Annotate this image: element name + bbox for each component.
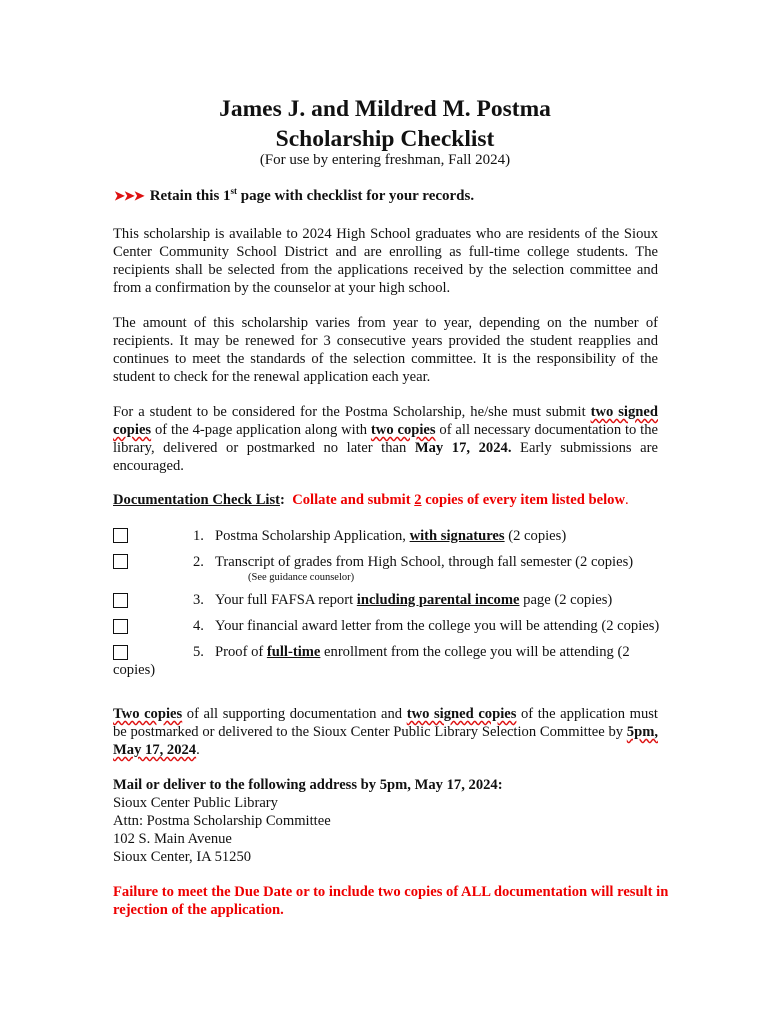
item-emphasis: with signatures bbox=[409, 528, 505, 544]
submission-text: Early submissions are encouraged. bbox=[113, 440, 658, 474]
checkbox-item-4[interactable] bbox=[113, 619, 128, 634]
guidance-note: (See guidance counselor) bbox=[248, 572, 355, 583]
item-number: 5. bbox=[193, 644, 204, 660]
eligibility-paragraph: This scholarship is available to 2024 High School graduates who are residents of the Sioux Center Community School District and are enrolling as full-time college students. The recipients shall be selected from the applications received by the selection committee and from a confirmation by the counselor at your high school. bbox=[113, 226, 658, 296]
item-text: Your financial award letter from the college you will be attending (2 copies) bbox=[215, 618, 660, 634]
two-signed-copies-emphasis: two signed copies bbox=[113, 404, 658, 438]
item-number: 4. bbox=[193, 618, 204, 634]
retain-text-b: page with checklist for your records. bbox=[237, 188, 475, 204]
checkbox-item-3[interactable] bbox=[113, 593, 128, 608]
instruction-text: Collate and submit bbox=[292, 492, 415, 508]
arrow-bullets-icon: ➤➤➤ bbox=[114, 188, 144, 203]
item-text: enrollment from the college you will be attending (2 bbox=[320, 644, 630, 660]
item-text: Proof of bbox=[215, 644, 267, 660]
item-text: page (2 copies) bbox=[519, 592, 613, 608]
item-text: Your full FAFSA report bbox=[215, 592, 357, 608]
item-emphasis: full-time bbox=[266, 644, 321, 660]
page-title-line2: Scholarship Checklist bbox=[275, 126, 495, 152]
submission-text: of all necessary documentation to the library, delivered or postmarked no later than bbox=[113, 422, 659, 456]
checklist-item-3 bbox=[193, 592, 612, 609]
instruction-text: copies of every item listed below bbox=[421, 492, 625, 508]
retain-text-a: Retain this 1 bbox=[149, 188, 231, 204]
checklist-item-5 bbox=[193, 644, 630, 661]
checkbox-item-1[interactable] bbox=[113, 528, 128, 543]
checklist-instruction bbox=[292, 492, 625, 508]
item-text: Postma Scholarship Application, bbox=[215, 528, 410, 544]
submission-text: of the 4-page application along with bbox=[151, 422, 371, 438]
submission-text: For a student to be considered for the Postma Scholarship, he/she must submit bbox=[113, 404, 591, 420]
instruction-count: 2 bbox=[414, 492, 422, 508]
amount-paragraph: The amount of this scholarship varies from year to year, depending on the number of recipients. It may be renewed for 3 consecutive years provided the student reapplies and continues to meet the standards of the selection committee. It is the responsibility of the student to check for the renewal application each year. bbox=[113, 315, 658, 385]
item-number: 2. bbox=[193, 554, 204, 570]
deadline-date: May 17, 2024. bbox=[414, 440, 512, 456]
checklist-item-2 bbox=[193, 554, 633, 571]
mailing-heading: Mail or deliver to the following address by 5pm, May 17, 2024: bbox=[113, 777, 503, 793]
checklist-item-4 bbox=[193, 618, 659, 635]
two-signed-copies-emphasis: two signed copies bbox=[406, 706, 517, 722]
retain-notice bbox=[114, 186, 474, 205]
item-text: Transcript of grades from High School, through fall semester (2 copies) bbox=[215, 554, 634, 570]
address-line: Sioux Center Public Library bbox=[113, 795, 278, 811]
page-subtitle: (For use by entering freshman, Fall 2024) bbox=[259, 152, 511, 168]
item-number: 3. bbox=[193, 592, 204, 608]
item-emphasis: including parental income bbox=[356, 592, 520, 608]
warning-notice: Failure to meet the Due Date or to include two copies of ALL documentation will result in rejection of the application. bbox=[113, 884, 669, 918]
two-copies-emphasis: Two copies bbox=[113, 706, 183, 722]
checklist-item-1 bbox=[193, 528, 566, 545]
checklist-colon: : bbox=[280, 492, 285, 508]
checklist-heading bbox=[113, 492, 629, 509]
checklist-label: Documentation Check List bbox=[113, 492, 281, 508]
deadline-emphasis: 5pm, May 17, 2024 bbox=[113, 724, 658, 758]
postmark-text: of the application must be postmarked or delivered to the Sioux Center Public Library Selection Committee by bbox=[113, 706, 658, 740]
instruction-period: . bbox=[625, 492, 629, 508]
checkbox-item-2[interactable] bbox=[113, 554, 128, 569]
mailing-address-block bbox=[113, 776, 503, 866]
address-line: Attn: Postma Scholarship Committee bbox=[113, 813, 331, 829]
checkbox-item-5[interactable] bbox=[113, 645, 128, 660]
postmark-paragraph bbox=[113, 705, 658, 759]
postmark-period: . bbox=[196, 742, 200, 758]
address-line: Sioux Center, IA 51250 bbox=[113, 849, 252, 865]
item-number: 1. bbox=[193, 528, 204, 544]
two-copies-emphasis: two copies bbox=[370, 422, 436, 438]
retain-superscript: st bbox=[230, 186, 238, 196]
item-5-wrap: copies) bbox=[113, 662, 156, 678]
postmark-text: of all supporting documentation and bbox=[182, 706, 407, 722]
address-line: 102 S. Main Avenue bbox=[113, 831, 232, 847]
submission-paragraph bbox=[113, 403, 658, 475]
page-title-line1: James J. and Mildred M. Postma bbox=[219, 96, 551, 122]
item-text: (2 copies) bbox=[504, 528, 567, 544]
